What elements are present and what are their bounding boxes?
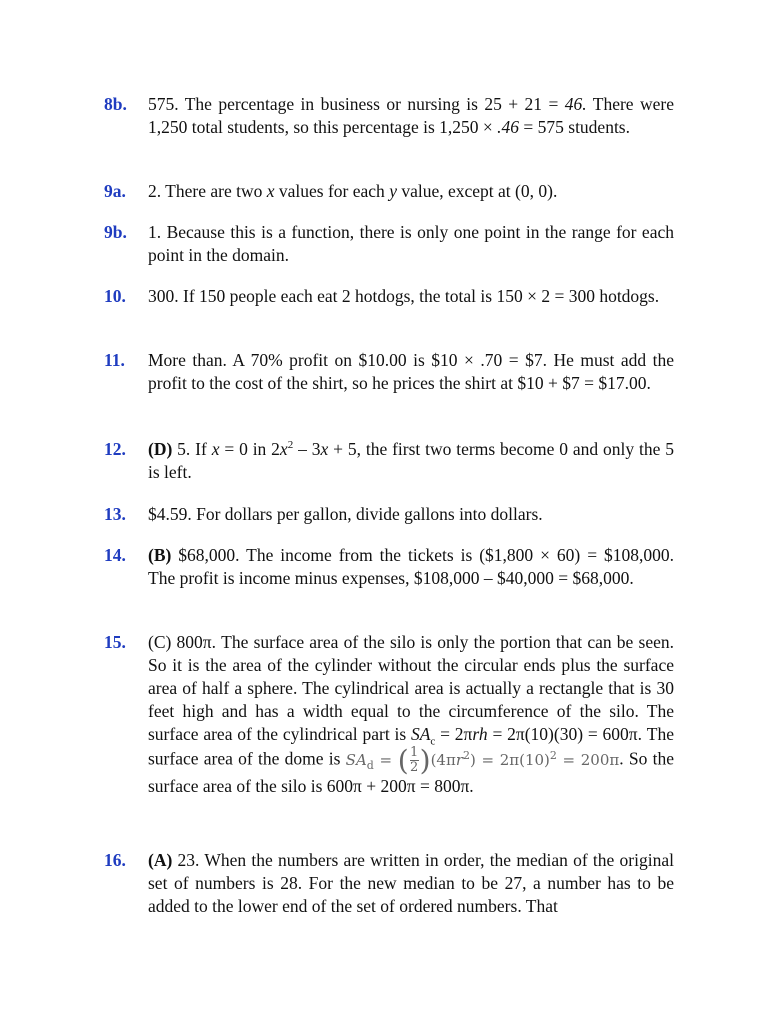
answer-text-rest: 23. When the numbers are written in order, the median of the original set of numbers is 28. For the new median to be 27, a number has to be added to the lower end of the set of ordered numbers. That bbox=[148, 850, 674, 916]
answer-number: 10. bbox=[104, 286, 126, 306]
answer-number: 13. bbox=[104, 504, 126, 524]
answer-letter: (A) bbox=[148, 850, 173, 870]
answer-entry bbox=[104, 631, 674, 798]
answer-entry bbox=[104, 438, 674, 484]
answer-text: 575. The percentage in business or nursing is 25 + 21 = 46. There were 1,250 total students, so this percentage is 1,250 × .46 = 575 students. bbox=[148, 94, 674, 137]
answer-entry bbox=[104, 544, 674, 590]
answer-entry bbox=[104, 503, 674, 526]
dome-area-formula: $SA_d$ = ( $\frac{1}{2}$ )$(4\pi r^2) = 2\pi(10)^2 = 200\pi$ bbox=[345, 743, 620, 777]
answer-number: 11. bbox=[104, 350, 125, 370]
answer-number: 9a. bbox=[104, 181, 126, 201]
answer-text: More than. A 70% profit on $10.00 is $10 × .70 = $7. He must add the profit to the cost of the shirt, so he prices the shirt at $10 + $7 = $17.00. bbox=[148, 350, 674, 393]
answer-entry bbox=[104, 221, 674, 267]
answer-letter: (D) bbox=[148, 439, 173, 459]
answer-text: (C) 800π. The surface area of the silo is only the portion that can be seen. So it is the area of the cylinder without the circular ends plus the surface area of half a sphere. The cylindrical area is actually a rectangle that is 30 feet high and has a width equal to the circumference of the silo. The surface area of the cylindrical part is $SA_c = 2\pi rh = 2\pi(10)(30) = 600\pi$. The surface area of the dome is $SA_d$ = ( $\frac{1}{2}$ )$(4\pi r^2) = 2\pi(10)^2 = 200\pi$. So the surface area of the silo is 600π + 200π = 800π. bbox=[148, 632, 675, 796]
answer-text: 2. There are two x values for each y value, except at (0, 0). bbox=[148, 181, 558, 201]
answer-text: $4.59. For dollars per gallon, divide gallons into dollars. bbox=[148, 504, 543, 524]
answer-entry bbox=[104, 849, 674, 918]
answer-number: 8b. bbox=[104, 94, 127, 114]
answer-number: 9b. bbox=[104, 222, 127, 242]
answer-number: 12. bbox=[104, 439, 126, 459]
answer-number: 16. bbox=[104, 850, 126, 870]
answer-text: (D) 5. If x = 0 in $2x^2 - 3x + 5$, the first two terms become 0 and only the 5 is left. bbox=[148, 439, 675, 482]
answer-entry bbox=[104, 349, 674, 395]
answer-text bbox=[148, 849, 674, 918]
answer-text: 1. Because this is a function, there is only one point in the range for each point in the domain. bbox=[148, 222, 674, 265]
answer-text: 300. If 150 people each eat 2 hotdogs, the total is 150 × 2 = 300 hotdogs. bbox=[148, 286, 660, 306]
answer-entry bbox=[104, 93, 674, 139]
answer-letter: (B) bbox=[148, 545, 172, 565]
answer-entry bbox=[104, 285, 674, 308]
answer-entry bbox=[104, 180, 674, 203]
answer-number: 15. bbox=[104, 632, 126, 652]
answer-text bbox=[148, 544, 674, 590]
answer-number: 14. bbox=[104, 545, 126, 565]
answer-text-rest: $68,000. The income from the tickets is ($1,800 × 60) = $108,000. The profit is income minus expenses, $108,000 – $40,000 = $68,000. bbox=[148, 545, 674, 588]
